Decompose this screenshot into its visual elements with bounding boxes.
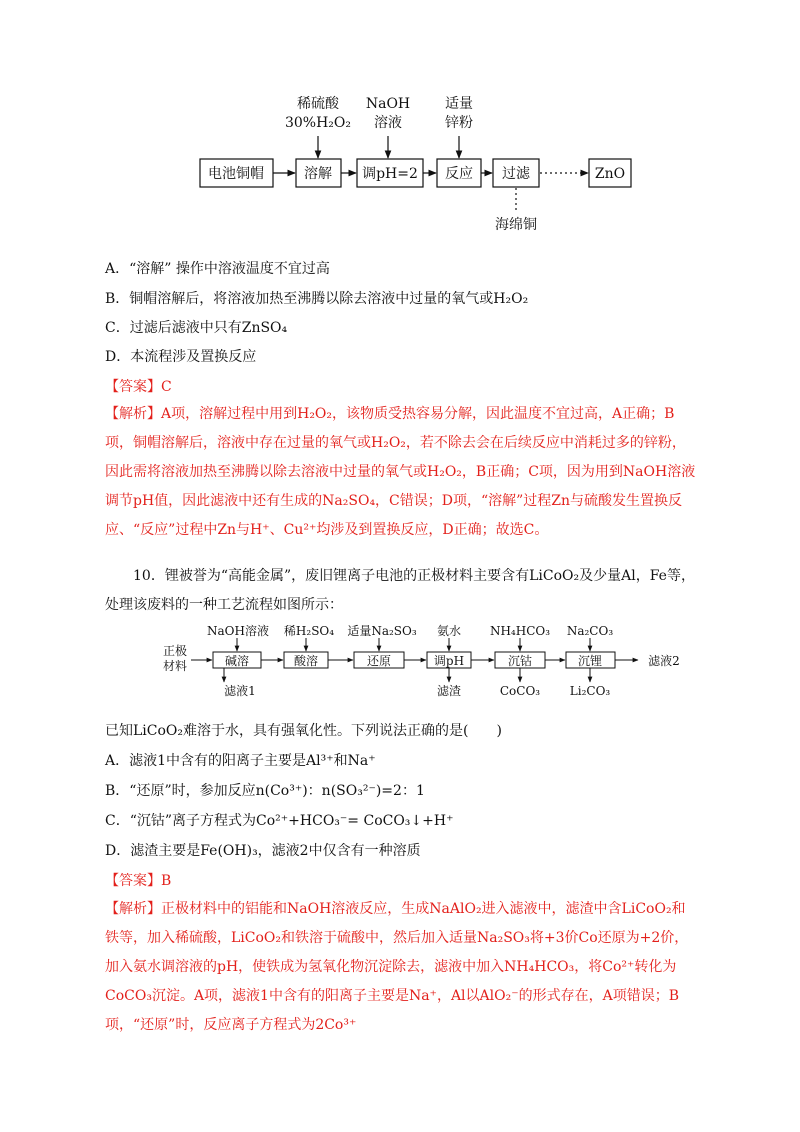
reagent-label: 稀硫酸 (297, 96, 339, 112)
q9-option-b: B．铜帽溶解后，将溶液加热至沸腾以除去溶液中过量的氧气或H₂O₂ (105, 291, 529, 307)
reagent-label: 溶液 (374, 115, 402, 131)
box-label: 还原 (366, 654, 392, 668)
reagent-label: 氨水 (436, 624, 462, 638)
q10-stem: 10．锂被誉为“高能金属”，废旧锂离子电池的正极材料主要含有LiCoO₂及少量Al，Fe等，处理该废料的一种工艺流程如图所示： (105, 568, 695, 613)
box-label: 调pH=2 (362, 166, 418, 182)
reagent-label: 适量 (445, 96, 473, 112)
box-label: 反应 (445, 166, 473, 182)
q9-answer: 【答案】C (105, 379, 172, 395)
byproduct-label: 海绵铜 (495, 217, 537, 233)
box-label: ZnO (594, 166, 626, 182)
reagent-label: NaOH溶液 (207, 624, 269, 638)
q10-option-b: B．“还原”时，参加反应n(Co³⁺)：n(SO₃²⁻)=2：1 (105, 783, 425, 799)
q10-option-a: A．滤液1中含有的阳离子主要是Al³⁺和Na⁺ (105, 753, 376, 769)
flowchart-copper-cap (0, 0, 800, 250)
box-label: 酸溶 (293, 654, 319, 668)
output-label: CoCO₃ (499, 684, 541, 698)
reagent-label: 适量Na₂SO₃ (347, 624, 417, 638)
q10-option-c: C．“沉钴”离子方程式为Co²⁺+HCO₃⁻= CoCO₃↓+H⁺ (105, 813, 454, 829)
q9-option-c: C．过滤后滤液中只有ZnSO₄ (105, 320, 288, 336)
output-label: 滤渣 (436, 684, 462, 698)
q9-option-d: D．本流程涉及置换反应 (105, 349, 257, 365)
reagent-label: 30%H₂O₂ (284, 115, 352, 131)
reagent-label: NaOH (365, 96, 411, 112)
box-label: 沉锂 (577, 654, 603, 668)
box-label: 碱溶 (224, 654, 250, 668)
reagent-label: 稀H₂SO₄ (283, 624, 335, 638)
box-label: 电池铜帽 (208, 166, 264, 182)
q10-known: 已知LiCoO₂难溶于水，具有强氧化性。下列说法正确的是( ) (105, 723, 502, 739)
reagent-label: 锌粉 (445, 115, 473, 131)
reagent-label: NH₄HCO₃ (489, 624, 551, 638)
box-label: 溶解 (304, 166, 332, 182)
start-label: 正极 (162, 644, 188, 658)
flowchart-lithium-recycle (0, 622, 800, 702)
end-label: 滤液2 (648, 654, 680, 668)
q10-answer: 【答案】B (105, 873, 172, 889)
box-label: 沉钴 (507, 654, 533, 668)
q9-option-a: A．“溶解” 操作中溶液温度不宜过高 (105, 261, 330, 277)
output-label: Li₂CO₃ (569, 684, 611, 698)
q10-analysis: 【解析】正极材料中的铝能和NaOH溶液反应，生成NaAlO₂进入滤液中，滤渣中含LiCoO₂和铁等，加入稀硫酸，LiCoO₂和铁溶于硫酸中，然后加入适量Na₂SO₃将+3价Co还原为+2价，加入氨水调溶液的pH，使铁成为氢氧化物沉淀除去，滤液中加入NH₄HCO₃，将Co²⁺转化为CoCO₃沉淀。A项，滤液1中含有的阳离子主要是Na⁺，Al以AlO₂⁻的形式存在，A项错误；B项，“还原”时，反应离子方程式为2Co³⁺ (105, 901, 689, 1033)
q9-analysis: 【解析】A项，溶解过程中用到H₂O₂，该物质受热容易分解，因此温度不宜过高，A正确；B项，铜帽溶解后，溶液中存在过量的氧气或H₂O₂，若不除去会在后续反应中消耗过多的锌粉，因此需将溶液加热至沸腾以除去溶液中过量的氧气或H₂O₂，B正确；C项，因为用到NaOH溶液调节pH值，因此滤液中还有生成的Na₂SO₄，C错误；D项，“溶解”过程Zn与硫酸发生置换反应、“反应”过程中Zn与H⁺、Cu²⁺均涉及到置换反应，D正确；故选C。 (105, 406, 696, 538)
box-label: 过滤 (502, 166, 530, 182)
q10-option-d: D．滤渣主要是Fe(OH)₃，滤液2中仅含有一种溶质 (105, 843, 421, 859)
start-label: 材料 (162, 659, 188, 673)
box-label: 调pH (433, 654, 465, 668)
output-label: 滤液1 (224, 684, 256, 698)
reagent-label: Na₂CO₃ (566, 624, 614, 638)
